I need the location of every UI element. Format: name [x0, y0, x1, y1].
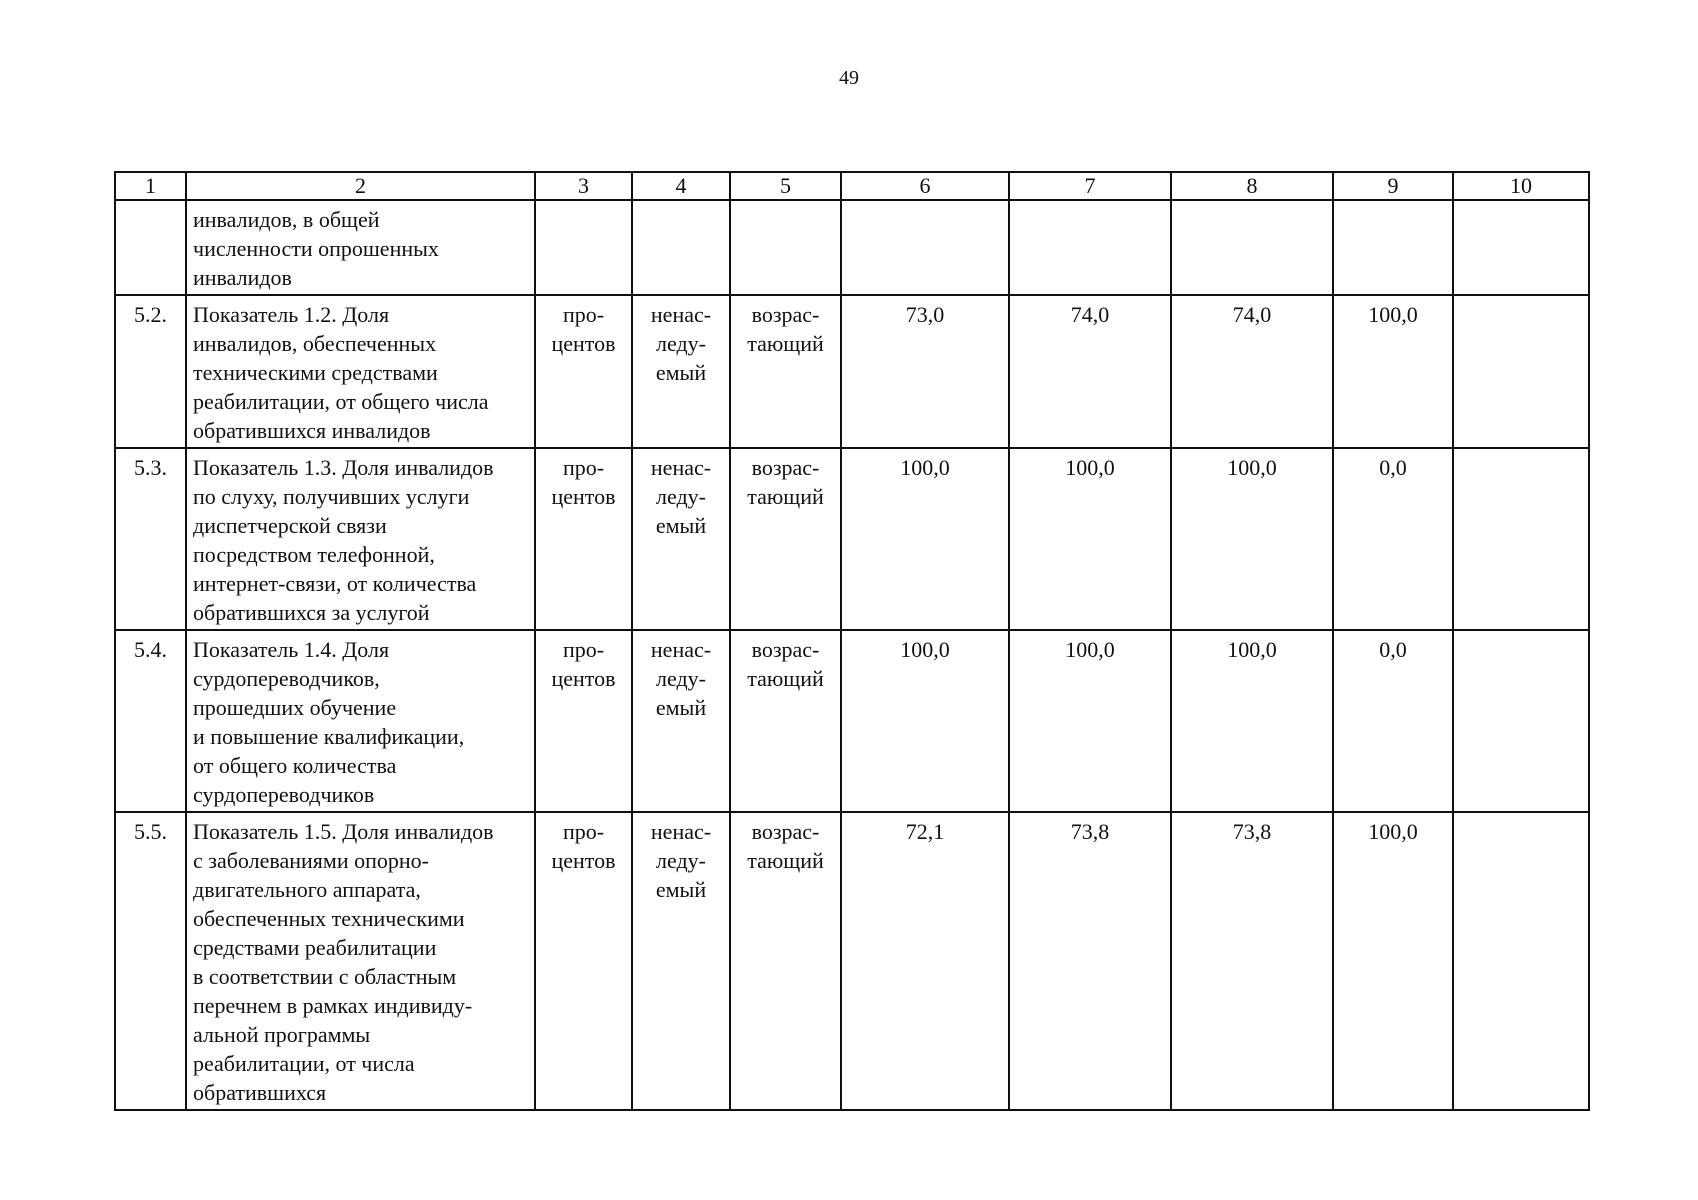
indicator-type-cell-line: ненас-	[650, 302, 712, 327]
indicator-name-line: Показатель 1.3. Доля инвалидов	[193, 455, 494, 480]
column-header: 8	[1171, 172, 1333, 200]
indicator-type-cell-line: леду-	[656, 666, 706, 691]
indicator-name	[186, 448, 535, 630]
indicator-name-line: сурдопереводчиков	[193, 782, 375, 807]
indicator-type-cell-line: емый	[655, 513, 707, 538]
value-col-6: 100,0	[841, 630, 1009, 812]
indicator-name-line: реабилитации, от общего числа	[193, 389, 489, 414]
indicator-name-line: инвалидов, обеспеченных	[193, 331, 437, 356]
value-col-10	[1453, 812, 1589, 1110]
indicator-name-line: техническими средствами	[193, 360, 438, 385]
trend-cell	[730, 630, 841, 812]
row-number	[115, 200, 186, 295]
column-header: 7	[1009, 172, 1171, 200]
value-col-8: 73,8	[1171, 812, 1333, 1110]
indicator-name-line: реабилитации, от числа	[193, 1051, 415, 1076]
indicator-name-line: альной программы	[193, 1022, 371, 1047]
indicator-name-line: инвалидов, в общей	[193, 207, 380, 232]
indicator-name-line: Показатель 1.2. Доля	[193, 302, 390, 327]
unit-cell-line: про-	[562, 455, 605, 480]
indicator-type-cell-line: ненас-	[650, 819, 712, 844]
unit-cell	[535, 812, 632, 1110]
value-col-10	[1453, 630, 1589, 812]
value-col-7: 100,0	[1009, 448, 1171, 630]
value-col-8	[1171, 200, 1333, 295]
indicator-type-cell-line: емый	[655, 695, 707, 720]
column-header: 4	[632, 172, 730, 200]
column-number-row	[115, 172, 1589, 200]
indicator-name-line: посредством телефонной,	[193, 542, 435, 567]
indicator-name-line: в соответствии с областным	[193, 964, 457, 989]
trend-cell	[730, 295, 841, 448]
trend-cell-line: возрас-	[751, 637, 820, 662]
indicators-table	[114, 171, 1590, 1111]
value-col-6: 73,0	[841, 295, 1009, 448]
trend-cell-line: тающий	[747, 484, 824, 509]
indicator-name-line: от общего количества	[193, 753, 397, 778]
value-col-7: 74,0	[1009, 295, 1171, 448]
value-col-7	[1009, 200, 1171, 295]
indicator-name-line: и повышение квалификации,	[193, 724, 465, 749]
row-number: 5.3.	[115, 448, 186, 630]
value-col-9: 100,0	[1333, 812, 1453, 1110]
value-col-9: 0,0	[1333, 448, 1453, 630]
value-col-7: 73,8	[1009, 812, 1171, 1110]
value-col-6: 100,0	[841, 448, 1009, 630]
unit-cell-line: центов	[551, 848, 616, 873]
unit-cell-line: центов	[551, 666, 616, 691]
trend-cell	[730, 812, 841, 1110]
indicator-name-line: прошедших обучение	[193, 695, 397, 720]
indicator-name-line: двигательного аппарата,	[193, 877, 421, 902]
unit-cell	[535, 630, 632, 812]
indicator-name-line: интернет-связи, от количества	[193, 571, 477, 596]
indicator-type-cell	[632, 448, 730, 630]
column-header: 6	[841, 172, 1009, 200]
column-header: 3	[535, 172, 632, 200]
row-number: 5.2.	[115, 295, 186, 448]
unit-cell-line: про-	[562, 637, 605, 662]
indicator-type-cell-line: леду-	[656, 331, 706, 356]
indicator-name	[186, 295, 535, 448]
column-header: 10	[1453, 172, 1589, 200]
trend-cell-line: тающий	[747, 331, 824, 356]
trend-cell	[730, 448, 841, 630]
value-col-10	[1453, 295, 1589, 448]
trend-cell-line: возрас-	[751, 819, 820, 844]
indicator-name-line: диспетчерской связи	[193, 513, 387, 538]
table-body	[115, 200, 1589, 1110]
indicator-type-cell-line: леду-	[656, 484, 706, 509]
trend-cell-line: тающий	[747, 666, 824, 691]
table-row	[115, 448, 1589, 630]
column-header: 2	[186, 172, 535, 200]
indicator-name-line: обратившихся за услугой	[193, 600, 430, 625]
indicator-name-line: численности опрошенных	[193, 236, 439, 261]
value-col-8: 100,0	[1171, 448, 1333, 630]
unit-cell-line: центов	[551, 484, 616, 509]
unit-cell	[535, 448, 632, 630]
column-header: 5	[730, 172, 841, 200]
unit-cell	[535, 295, 632, 448]
indicator-name-line: по слуху, получивших услуги	[193, 484, 470, 509]
indicator-name-line: обратившихся	[193, 1080, 327, 1105]
column-header: 1	[115, 172, 186, 200]
indicator-type-cell-line: леду-	[656, 848, 706, 873]
unit-cell-line: про-	[562, 302, 605, 327]
indicator-name-line: перечнем в рамках индивиду-	[193, 993, 473, 1018]
indicator-name	[186, 630, 535, 812]
column-header: 9	[1333, 172, 1453, 200]
unit-cell-line: про-	[562, 819, 605, 844]
indicator-name-line: Показатель 1.4. Доля	[193, 637, 390, 662]
indicator-type-cell-line: емый	[655, 877, 707, 902]
indicator-name-line: обратившихся инвалидов	[193, 418, 431, 443]
trend-cell-line: возрас-	[751, 302, 820, 327]
row-number: 5.4.	[115, 630, 186, 812]
value-col-8: 74,0	[1171, 295, 1333, 448]
value-col-6	[841, 200, 1009, 295]
value-col-8: 100,0	[1171, 630, 1333, 812]
value-col-10	[1453, 200, 1589, 295]
indicator-name-line: сурдопереводчиков,	[193, 666, 380, 691]
indicator-name	[186, 200, 535, 295]
value-col-10	[1453, 448, 1589, 630]
table-row	[115, 200, 1589, 295]
value-col-6: 72,1	[841, 812, 1009, 1110]
table-row	[115, 812, 1589, 1110]
trend-cell	[730, 200, 841, 295]
indicator-name-line: обеспеченных техническими	[193, 906, 465, 931]
indicator-type-cell	[632, 200, 730, 295]
unit-cell-line: центов	[551, 331, 616, 356]
row-number: 5.5.	[115, 812, 186, 1110]
trend-cell-line: тающий	[747, 848, 824, 873]
unit-cell	[535, 200, 632, 295]
indicator-type-cell-line: ненас-	[650, 455, 712, 480]
value-col-7: 100,0	[1009, 630, 1171, 812]
indicator-name-line: инвалидов	[193, 265, 292, 290]
table-row	[115, 630, 1589, 812]
indicator-type-cell	[632, 630, 730, 812]
indicator-type-cell	[632, 812, 730, 1110]
value-col-9: 0,0	[1333, 630, 1453, 812]
indicator-name-line: средствами реабилитации	[193, 935, 437, 960]
indicator-name	[186, 812, 535, 1110]
trend-cell-line: возрас-	[751, 455, 820, 480]
indicator-type-cell	[632, 295, 730, 448]
indicator-name-line: Показатель 1.5. Доля инвалидов	[193, 819, 494, 844]
value-col-9: 100,0	[1333, 295, 1453, 448]
table-row	[115, 295, 1589, 448]
indicator-type-cell-line: емый	[655, 360, 707, 385]
value-col-9	[1333, 200, 1453, 295]
page-number: 49	[839, 67, 859, 89]
indicator-type-cell-line: ненас-	[650, 637, 712, 662]
indicator-name-line: с заболеваниями опорно-	[193, 848, 429, 873]
